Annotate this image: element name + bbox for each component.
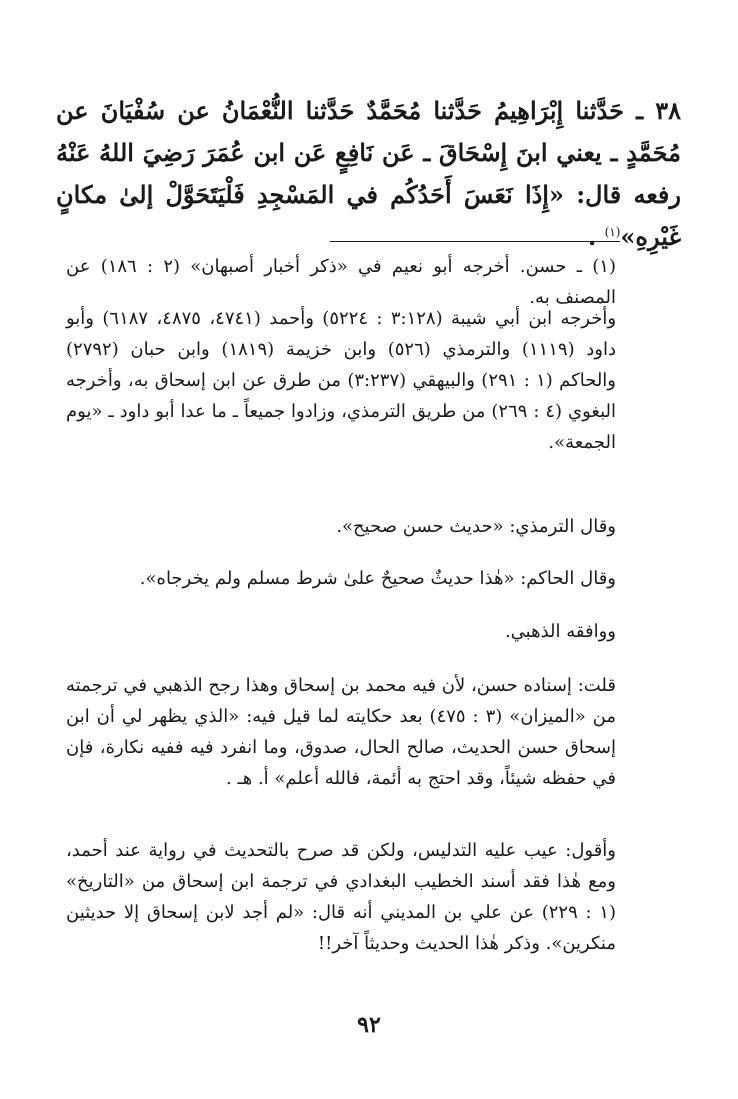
hadith-end: .	[587, 222, 605, 251]
hadith-text	[56, 90, 681, 258]
footnote-marker: (١)	[604, 225, 621, 239]
footnote-separator	[330, 241, 620, 242]
page-number: ٩٢	[357, 1012, 381, 1038]
footnote-paragraph-qultu: قلت: إسناده حسن، لأن فيه محمد بن إسحاق وهذا رجح الذهبي في ترجمته من «الميزان» (٣ : ٤٧٥) بعد حكايته لما قيل فيه: «الذي يظهر لي أن ابن إسحاق حسن الحديث، صالح الحال، صدوق، وما انفرد فيه ففيه نكارة، فإن في حفظه شيئاً، وقد احتج به أئمة، فالله أعلم» أ. هـ .	[66, 675, 617, 789]
footnote-paragraph-dhahabi: ووافقه الذهبي.	[504, 621, 616, 642]
footnote-paragraph-aqulu: وأقول: عيب عليه التدليس، ولكن قد صرح بالتحديث في رواية عند أحمد، ومع هٰذا فقد أسند الخطيب البغدادي في ترجمة ابن إسحاق من «التاريخ» (١ : ٢٢٩) عن علي بن المديني أنه قال: «لم أجد لابن إسحاق إلا حديثين منكرين». وذكر هٰذا الحديث وحديثاً آخر!!	[66, 840, 616, 954]
footnote-1: (١) ـ حسن. أخرجه أبو نعيم في «ذكر أخبار أصبهان» (٢ : ١٨٦) عن المصنف به.	[66, 256, 616, 308]
footnote-paragraph-tirmidhi: وقال الترمذي: «حديث حسن صحيح».	[336, 516, 616, 537]
hadith-body: ٣٨ ـ حَدَّثنا إِبْرَاهِيمُ حَدَّثنا مُحَمَّدٌ حَدَّثنا النُّعْمَانُ عن سُفْيَانَ عن مُحَمَّدٍ ـ يعني ابنَ إِسْحَاقَ ـ عَن نَافِعٍ عَن ابن عُمَرَ رَضِيَ اللهُ عَنْهُ رفعه قال: «إِذَا نَعَسَ أَحَدُكُم في المَسْجِدِ فَلْيَتَحَوَّلْ إلىٰ مكانٍ غَيْرِهِ»	[56, 96, 681, 251]
footnote-paragraph-takhrij: وأخرجه ابن أبي شيبة (٣:١٢٨ : ٥٢٢٤) وأحمد (٤٧٤١، ٤٨٧٥، ٦١٨٧) وأبو داود (١١١٩) والترمذي (٥٢٦) وابن خزيمة (١٨١٩) وابن حبان (٢٧٩٢) والحاكم (١ : ٢٩١) والبيهقي (٣:٢٣٧) من طرق عن ابن إسحاق به، وأخرجه البغوي (٤ : ٢٦٩) من طريق الترمذي، وزادوا جميعاً ـ ما عدا أبو داود ـ «يوم الجمعة».	[66, 308, 617, 453]
footnote-paragraph-hakim: وقال الحاكم: «هٰذا حديثٌ صحيحٌ علىٰ شرط مسلم ولم يخرجاه».	[139, 568, 616, 589]
